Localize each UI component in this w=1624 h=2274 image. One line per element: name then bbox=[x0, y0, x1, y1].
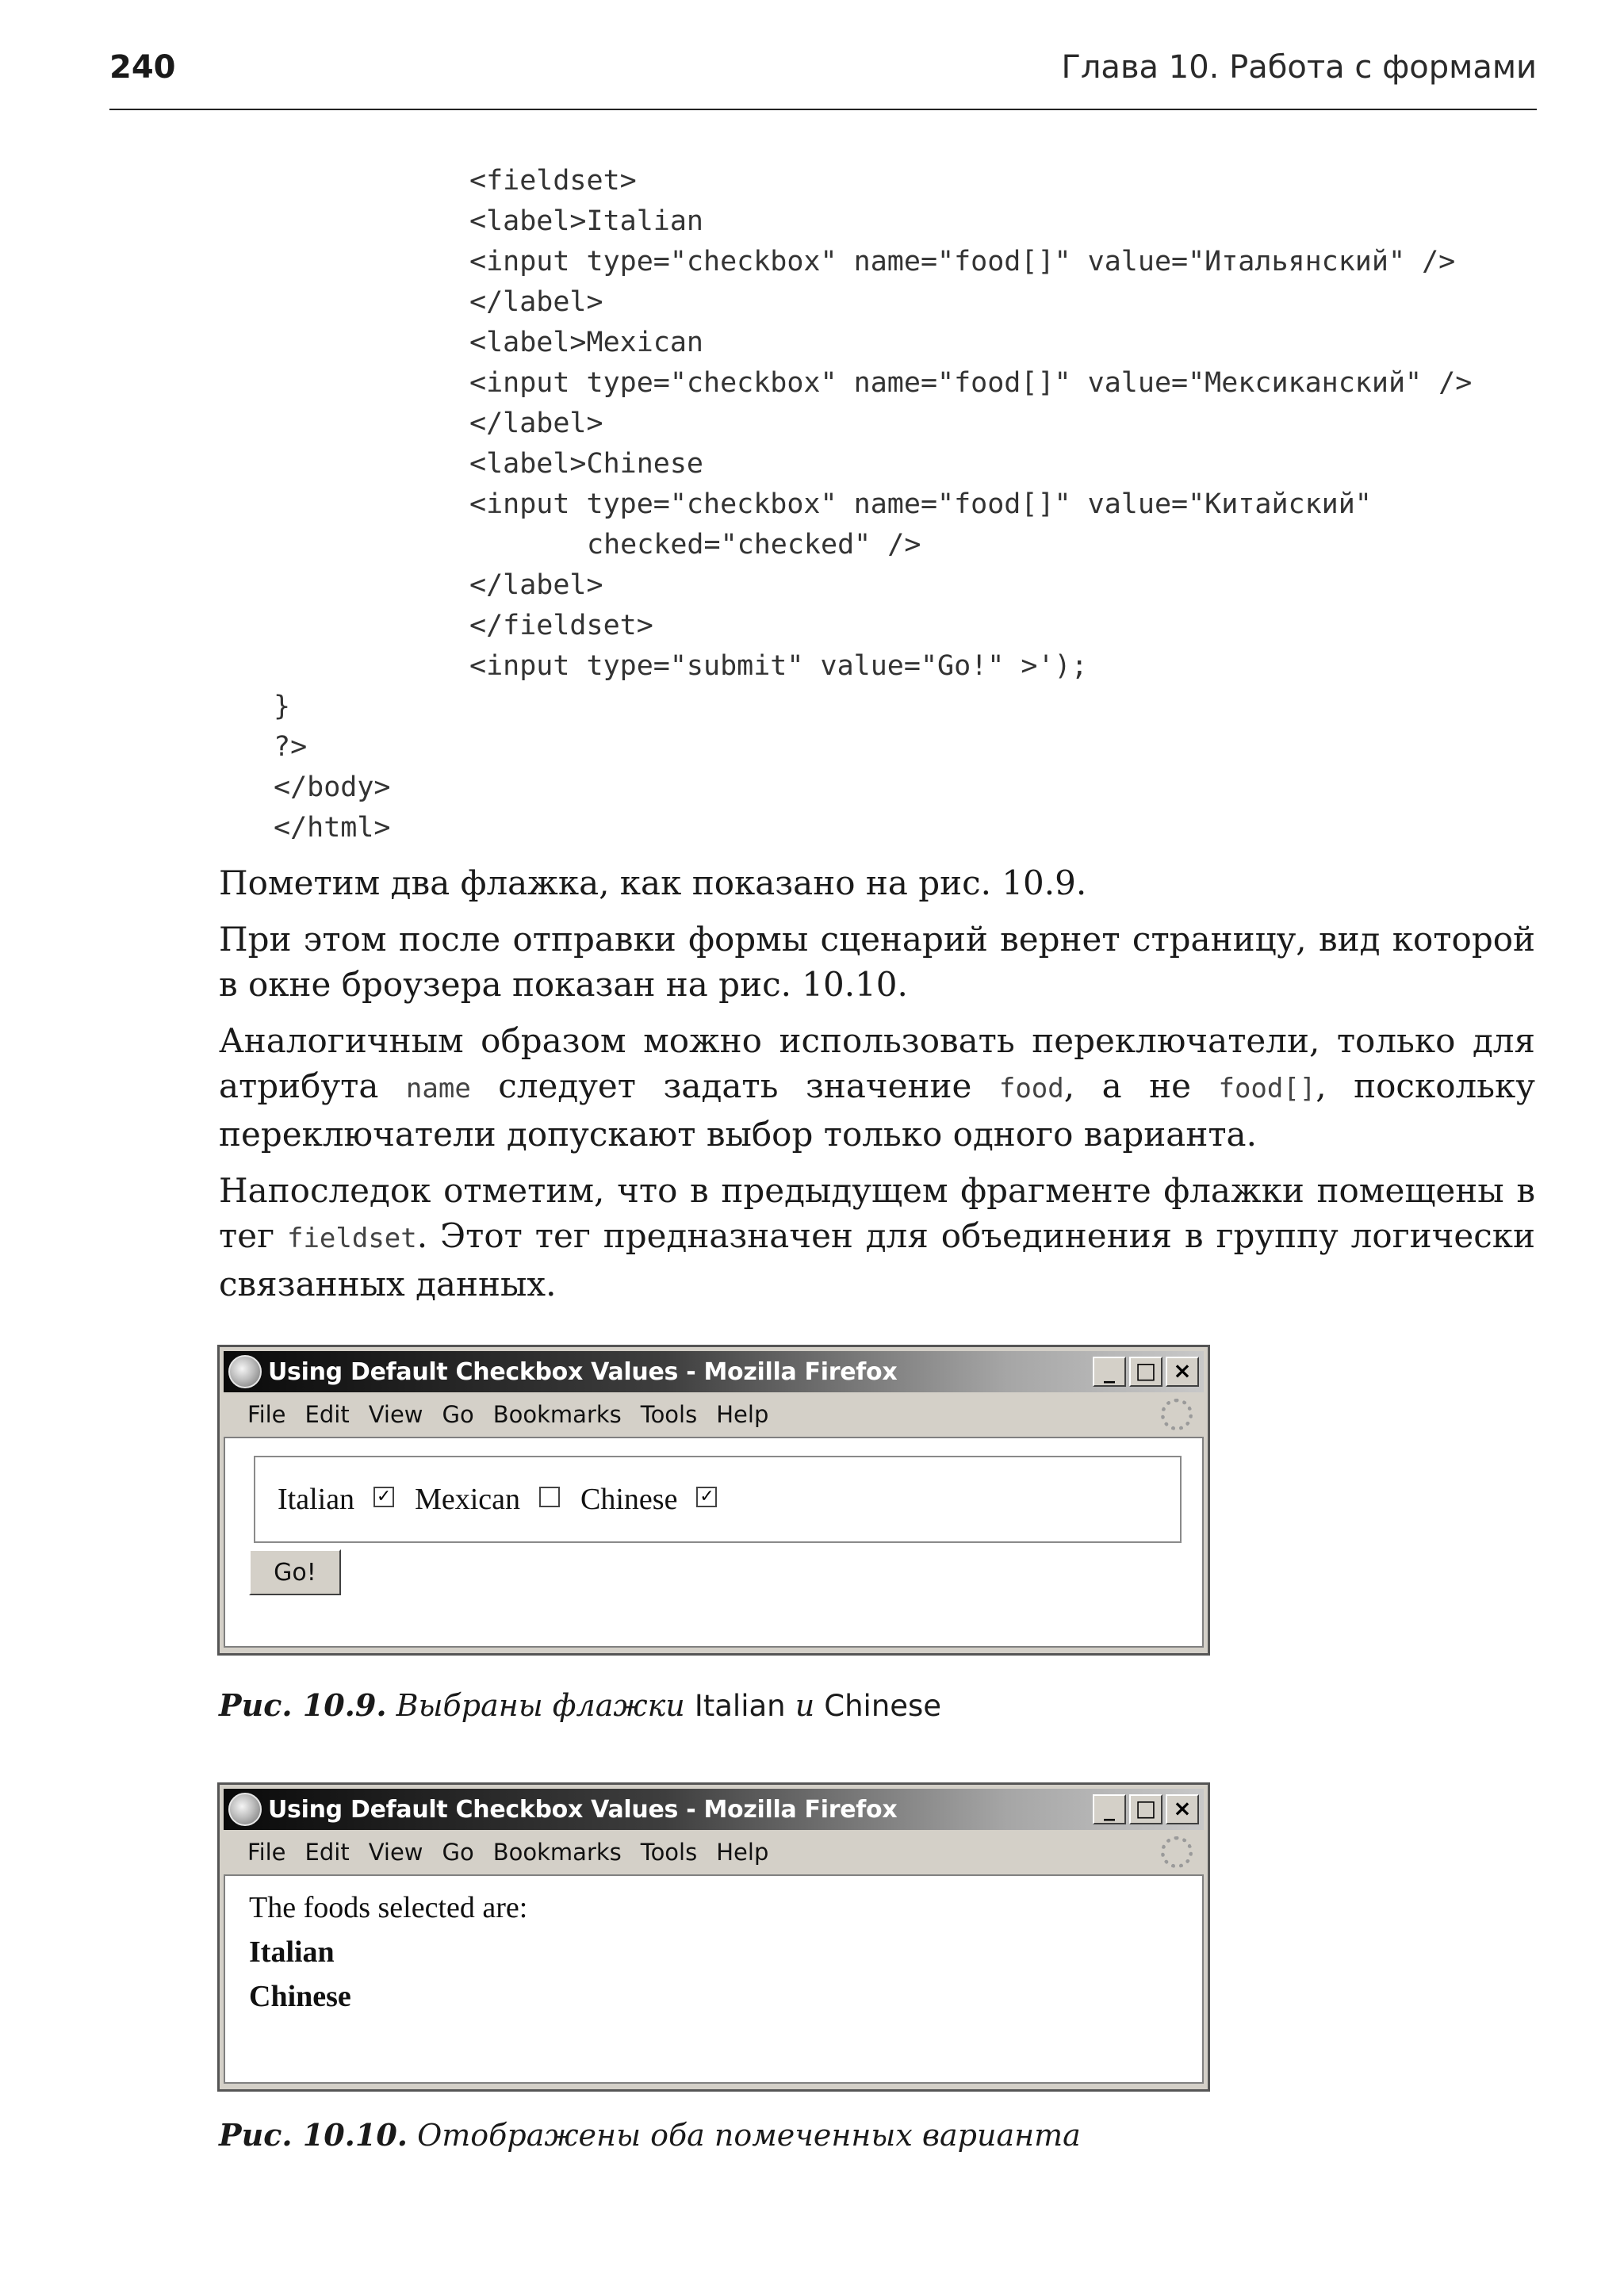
inline-code: name bbox=[405, 1073, 471, 1104]
minimize-button[interactable]: _ bbox=[1093, 1357, 1126, 1387]
code-listing bbox=[0, 161, 1472, 848]
close-button[interactable]: × bbox=[1166, 1357, 1199, 1387]
menu-bar bbox=[224, 1392, 1204, 1438]
figure-caption-10-10 bbox=[219, 2117, 1081, 2153]
window-controls bbox=[1093, 1794, 1199, 1824]
menu-go[interactable]: Go bbox=[442, 1401, 474, 1428]
menu-bar bbox=[224, 1830, 1204, 1876]
menu-file[interactable]: File bbox=[247, 1839, 286, 1866]
figure-caption-10-9 bbox=[219, 1687, 941, 1723]
code-line: } bbox=[274, 691, 291, 722]
paragraph bbox=[219, 1018, 1535, 1157]
menu-bookmarks[interactable]: Bookmarks bbox=[492, 1401, 622, 1428]
body-text bbox=[219, 860, 1535, 1318]
firefox-icon bbox=[228, 1355, 262, 1388]
code-line: <fieldset> bbox=[469, 165, 637, 197]
caption-number: Рис. 10.10. bbox=[219, 2117, 408, 2153]
code-line: ?> bbox=[274, 731, 308, 763]
code-line: <label>Mexican bbox=[469, 327, 704, 358]
text-run: . Этот тег предназначен для объединения в группу логически связанных данных. bbox=[219, 1216, 1535, 1304]
title-bar bbox=[224, 1351, 1204, 1392]
result-intro: The foods selected are: bbox=[249, 1891, 528, 1924]
menu-help[interactable]: Help bbox=[716, 1839, 769, 1866]
text-run: следует задать значение bbox=[470, 1066, 999, 1105]
code-line: <input type="checkbox" name="food[]" value="Китайский" bbox=[469, 488, 1372, 520]
paragraph: При этом после отправки формы сценарий вернет страницу, вид которой в окне броузера показан на рис. 10.10. bbox=[219, 920, 1535, 1004]
caption-text: Отображены оба помеченных варианта bbox=[408, 2118, 1081, 2153]
firefox-icon bbox=[228, 1793, 262, 1826]
menu-view[interactable]: View bbox=[368, 1401, 423, 1428]
text-run: Напоследок отметим, что в предыдущем фрагменте флажки помещены в тег bbox=[219, 1171, 1535, 1255]
code-line: </label> bbox=[469, 286, 603, 318]
menu-go[interactable]: Go bbox=[442, 1839, 474, 1866]
caption-term: Italian bbox=[694, 1689, 786, 1723]
menu-tools[interactable]: Tools bbox=[640, 1401, 698, 1428]
menu-help[interactable]: Help bbox=[716, 1401, 769, 1428]
menu-tools[interactable]: Tools bbox=[640, 1839, 698, 1866]
code-line: <label>Italian bbox=[469, 205, 704, 237]
paragraph: Пометим два флажка, как показано на рис. 10.9. bbox=[219, 863, 1087, 902]
browser-window-fig-10-9 bbox=[217, 1345, 1210, 1656]
header-rule bbox=[109, 109, 1537, 110]
code-line: <input type="submit" value="Go!" >'); bbox=[469, 650, 1088, 682]
inline-code: food bbox=[998, 1073, 1064, 1104]
page-number: 240 bbox=[109, 49, 176, 86]
code-line: </label> bbox=[469, 408, 603, 439]
code-line: </html> bbox=[274, 812, 391, 844]
checkbox-label-mexican: Mexican bbox=[415, 1483, 521, 1516]
window-controls bbox=[1093, 1357, 1199, 1387]
text-run: , а не bbox=[1063, 1066, 1219, 1105]
code-line: </label> bbox=[469, 569, 603, 601]
checkbox-chinese[interactable]: ✓ bbox=[696, 1487, 717, 1507]
menu-file[interactable]: File bbox=[247, 1401, 286, 1428]
title-bar bbox=[224, 1789, 1204, 1830]
checkbox-label-chinese: Chinese bbox=[580, 1483, 678, 1516]
menu-edit[interactable]: Edit bbox=[304, 1839, 350, 1866]
maximize-button[interactable]: □ bbox=[1129, 1357, 1162, 1387]
minimize-button[interactable]: _ bbox=[1093, 1794, 1126, 1824]
code-line: </body> bbox=[274, 771, 391, 803]
caption-text: Выбраны флажки bbox=[386, 1688, 695, 1723]
chapter-title: Глава 10. Работа с формами bbox=[1061, 49, 1537, 86]
paragraph bbox=[219, 1168, 1535, 1307]
code-line: <input type="checkbox" name="food[]" value="Мексиканский" /> bbox=[469, 367, 1473, 399]
code-line: <label>Chinese bbox=[469, 448, 704, 480]
go-button[interactable]: Go! bbox=[249, 1549, 341, 1595]
caption-number: Рис. 10.9. bbox=[219, 1687, 387, 1723]
window-title: Using Default Checkbox Values - Mozilla Firefox bbox=[268, 1795, 898, 1824]
menu-bookmarks[interactable]: Bookmarks bbox=[492, 1839, 622, 1866]
maximize-button[interactable]: □ bbox=[1129, 1794, 1162, 1824]
checkbox-fieldset bbox=[254, 1456, 1182, 1543]
code-line: checked="checked" /> bbox=[587, 529, 921, 561]
inline-code: fieldset bbox=[286, 1223, 417, 1254]
close-button[interactable]: × bbox=[1166, 1794, 1199, 1824]
caption-text: и bbox=[785, 1688, 825, 1723]
throbber-icon bbox=[1161, 1399, 1193, 1430]
code-line: </fieldset> bbox=[469, 610, 653, 641]
text-run: , поскольку переключатели допускают выбор только одного варианта. bbox=[219, 1066, 1535, 1154]
checkbox-italian[interactable]: ✓ bbox=[373, 1487, 394, 1507]
checkbox-mexican[interactable] bbox=[539, 1487, 560, 1507]
code-line: <input type="checkbox" name="food[]" value="Итальянский" /> bbox=[469, 246, 1456, 278]
window-title: Using Default Checkbox Values - Mozilla Firefox bbox=[268, 1357, 898, 1386]
browser-window-fig-10-10 bbox=[217, 1782, 1210, 2092]
menu-edit[interactable]: Edit bbox=[304, 1401, 350, 1428]
inline-code: food[] bbox=[1218, 1073, 1316, 1104]
page-content bbox=[224, 1876, 1204, 2084]
throbber-icon bbox=[1161, 1836, 1193, 1868]
checkbox-label-italian: Italian bbox=[278, 1483, 355, 1516]
page-content bbox=[224, 1438, 1204, 1648]
result-item: Chinese bbox=[249, 1980, 351, 2013]
caption-term: Chinese bbox=[824, 1689, 942, 1723]
menu-view[interactable]: View bbox=[368, 1839, 423, 1866]
text-run: Аналогичным образом можно использовать переключатели, только для атрибута bbox=[219, 1021, 1535, 1105]
result-item: Italian bbox=[249, 1935, 335, 1969]
